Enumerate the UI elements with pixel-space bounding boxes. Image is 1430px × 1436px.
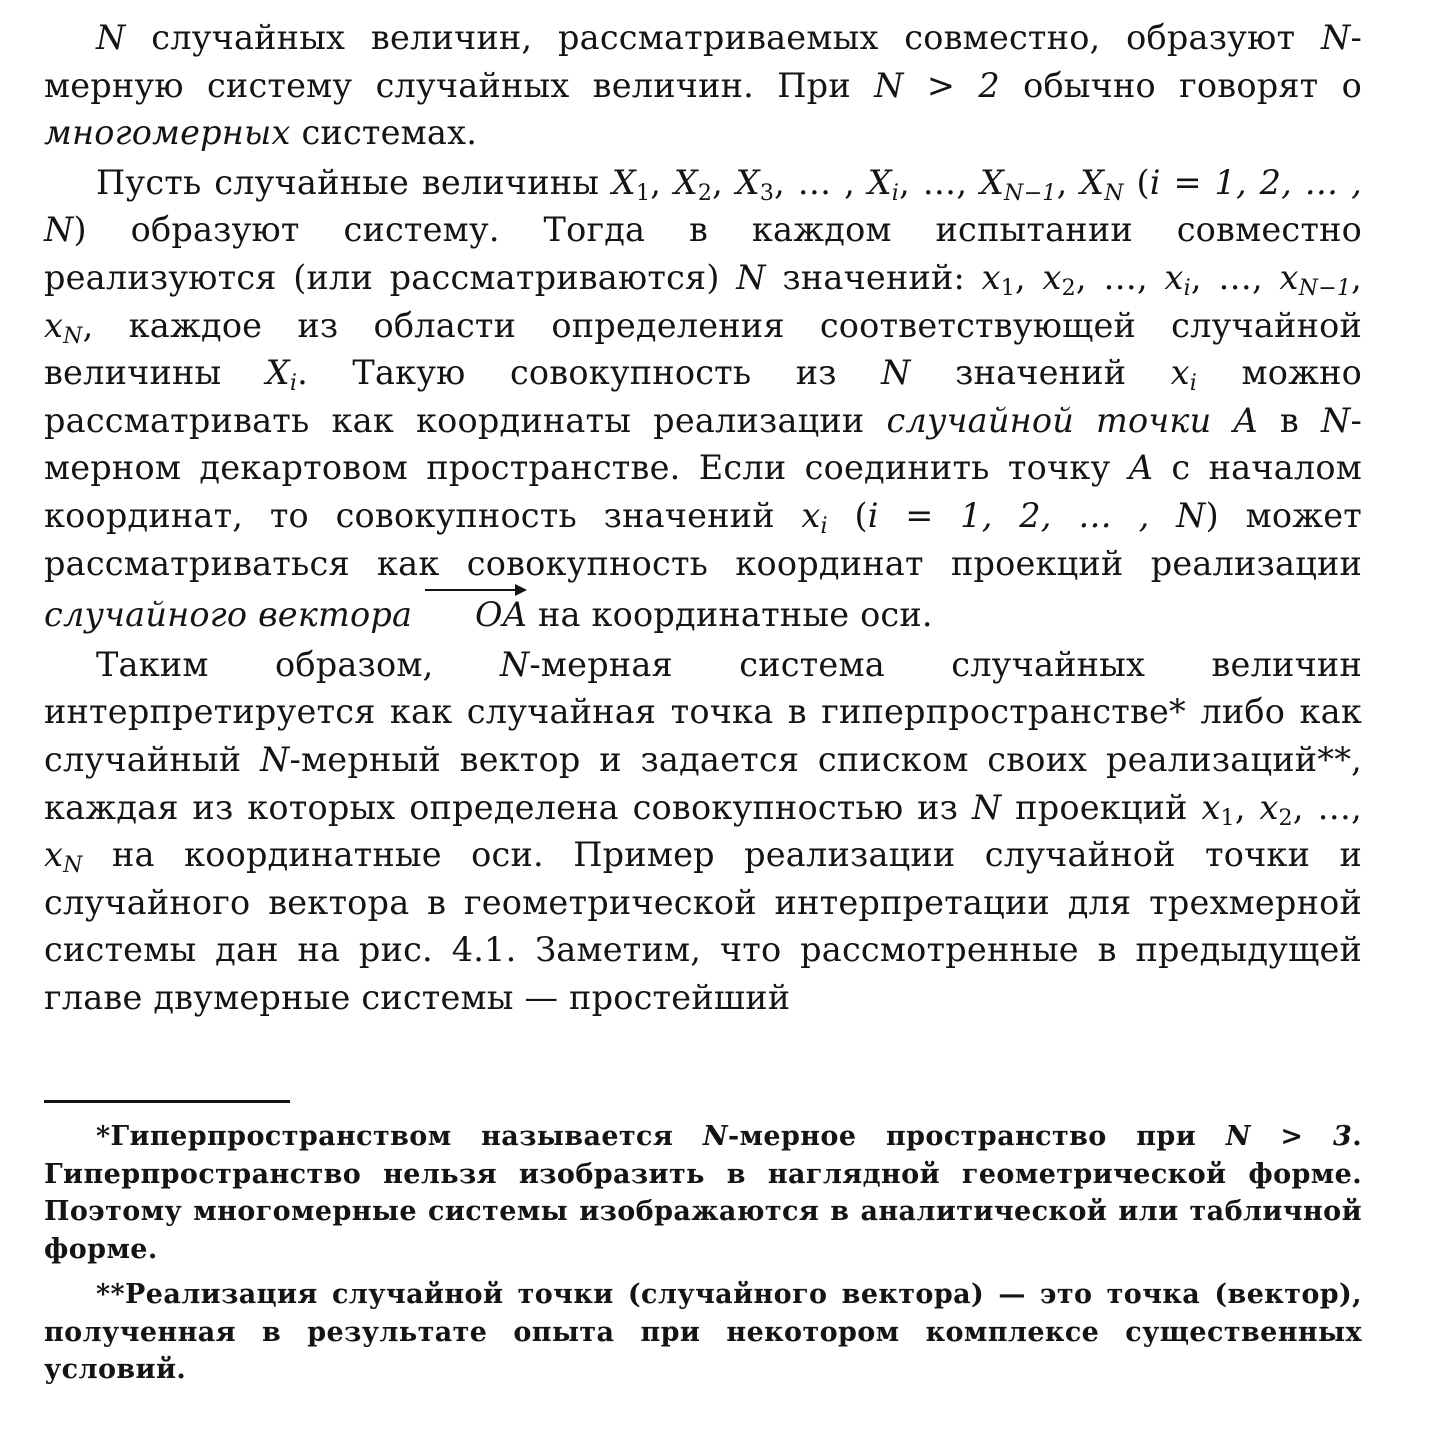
math-ellipsis: , …, <box>1292 787 1362 827</box>
p1-text-1: случайных величин, рассматриваемых совместно, образуют <box>125 18 1321 57</box>
p2-text-4: значений: <box>765 257 982 297</box>
math-sep: , <box>1056 162 1081 202</box>
math-N: N <box>1320 400 1351 440</box>
math-sub-2: 2 <box>697 179 713 206</box>
math-x: x <box>801 495 821 535</box>
math-sub-3: 3 <box>759 179 775 206</box>
p1-text-5: системах. <box>290 113 478 153</box>
math-sub-N-1: N−1 <box>1004 179 1057 206</box>
math-sep: , <box>712 162 736 202</box>
p1-text-3: обычно говорят о <box>999 65 1363 105</box>
math-sub-N: N <box>63 852 83 879</box>
math-index-range: i = 1, 2, … , N <box>867 495 1206 535</box>
footnotes <box>44 1118 1362 1389</box>
math-N-gt-3: N > 3 <box>1225 1121 1353 1152</box>
math-N: N <box>971 787 1002 827</box>
math-sub-1: 1 <box>1000 275 1016 302</box>
math-sub-1: 1 <box>1220 804 1235 831</box>
p3-text-4: проекций <box>1001 787 1202 827</box>
math-sub-2: 2 <box>1278 804 1293 831</box>
p2-text-14: ) может рассматриваться как совокупность координат проекций реализации <box>44 495 1362 583</box>
math-sub-i: i <box>289 370 298 397</box>
p2-text-7: значений <box>910 353 1171 393</box>
math-x: x <box>1042 257 1062 297</box>
math-N: N <box>1320 18 1351 57</box>
math-A: A <box>1233 400 1258 440</box>
math-X: X <box>265 353 290 393</box>
math-X: X <box>1080 162 1105 202</box>
math-N: N <box>702 1121 728 1152</box>
p2-text-6: . Такую совокупность из <box>297 353 882 393</box>
math-x: x <box>44 835 64 875</box>
p2-text-12: с началом координат, то совокупность значений <box>44 448 1362 535</box>
math-X: X <box>867 162 892 202</box>
math-sep: , <box>1015 257 1043 297</box>
math-X: X <box>673 162 698 202</box>
p2-text-3: ) образуют систему. Тогда в каждом испытании совместно реализуются (или рассматриваются) <box>44 210 1362 297</box>
math-x: x <box>1170 353 1190 393</box>
p3-text-3: -мерный вектор и задается списком своих реализаций**, каждая из которых определена совокупностью из <box>44 739 1363 827</box>
math-ellipsis: , …, <box>899 162 980 202</box>
p2-text-5: , каждое из области определения соответствующей случайной величины <box>44 305 1362 393</box>
math-sub-i: i <box>891 179 900 206</box>
p1-emphasis-multidimensional: многомерных <box>44 113 291 153</box>
p3-text-1: Таким образом, <box>96 644 500 684</box>
p2-text-1: Пусть случайные величины <box>96 162 612 202</box>
math-X: X <box>735 162 760 202</box>
p2-text-2: ( <box>1123 162 1150 202</box>
math-sub-N-1: N−1 <box>1298 275 1352 302</box>
vector-OA: OA <box>423 587 527 639</box>
p2-emphasis-random-point: случайной точки <box>886 400 1234 440</box>
p3-text-5: на координатные оси. Пример реализации случайной точки и случайного вектора в геометрической интерпретации для трехмерной системы дан на рис. 4.1. Заметим, что рассмотренные в предыдущей главе двумерные системы — простейший <box>44 835 1362 1017</box>
math-sub-1: 1 <box>635 179 651 206</box>
math-sub-2: 2 <box>1061 275 1076 302</box>
math-index-range: i = 1, 2, … , N <box>44 162 1362 250</box>
footnote-divider <box>44 1100 290 1103</box>
fn1-text-2: -мерное пространство при <box>727 1121 1226 1152</box>
p2-emphasis-random-vector: случайного вектора <box>44 595 424 635</box>
fn1-text-4: . Гиперпространство нельзя изобразить в наглядной геометрической форме. Поэтому многомерные системы изображаются в аналитической или табличной форме. <box>44 1121 1363 1265</box>
footnote-1 <box>44 1118 1362 1268</box>
math-N: N <box>260 739 290 779</box>
math-x: x <box>1279 257 1299 297</box>
math-sub-i: i <box>820 513 828 540</box>
math-sub-N: N <box>63 322 83 349</box>
paragraph-1 <box>44 14 1362 157</box>
footnote-2 <box>44 1276 1362 1389</box>
paragraph-2 <box>44 159 1362 639</box>
math-A: A <box>1128 448 1154 488</box>
page-body <box>44 14 1362 1021</box>
p3-text-2: -мерная система случайных величин интерпретируется как случайная точка в гиперпространстве* либо как случайный <box>44 644 1362 779</box>
math-N: N <box>499 644 530 684</box>
math-sep: , <box>650 162 674 202</box>
math-x: x <box>1201 787 1221 827</box>
math-ellipsis: , …, <box>1190 257 1280 297</box>
p2-text-8: можно рассматривать как координаты реализации <box>44 353 1363 440</box>
math-x: x <box>981 257 1001 297</box>
fn2-text-1: **Реализация случайной точки (случайного вектора) — это точка (вектор), полученная в результате опыта при некотором комплексе существенных условий. <box>44 1279 1362 1385</box>
math-N-gt-2: N > 2 <box>874 65 1000 105</box>
math-sub-i: i <box>1183 275 1191 302</box>
math-ellipsis: , … , <box>774 162 868 202</box>
math-ellipsis: , …, <box>1075 257 1165 297</box>
p2-text-11: -мерном декартовом пространстве. Если соединить точку <box>44 400 1362 488</box>
math-N: N <box>96 18 126 57</box>
paragraph-3 <box>44 641 1362 1022</box>
math-sub-N: N <box>1104 179 1124 206</box>
p2-text-16: на координатные оси. <box>527 595 933 635</box>
fn1-text-1: *Гиперпространством называется <box>96 1121 703 1152</box>
math-N: N <box>736 257 766 297</box>
math-x: x <box>1259 787 1279 827</box>
math-X: X <box>979 162 1005 202</box>
math-X: X <box>611 162 636 202</box>
math-x: x <box>44 305 64 345</box>
p2-text-13: ( <box>827 495 868 535</box>
math-sep: , <box>1351 257 1363 297</box>
math-sub-i: i <box>1189 370 1198 397</box>
math-N: N <box>881 353 911 393</box>
p2-text-10: в <box>1257 400 1321 440</box>
p1-text-2: -мерную систему случайных величин. При <box>44 18 1362 105</box>
math-sep: , <box>1234 787 1260 827</box>
math-x: x <box>1164 257 1184 297</box>
